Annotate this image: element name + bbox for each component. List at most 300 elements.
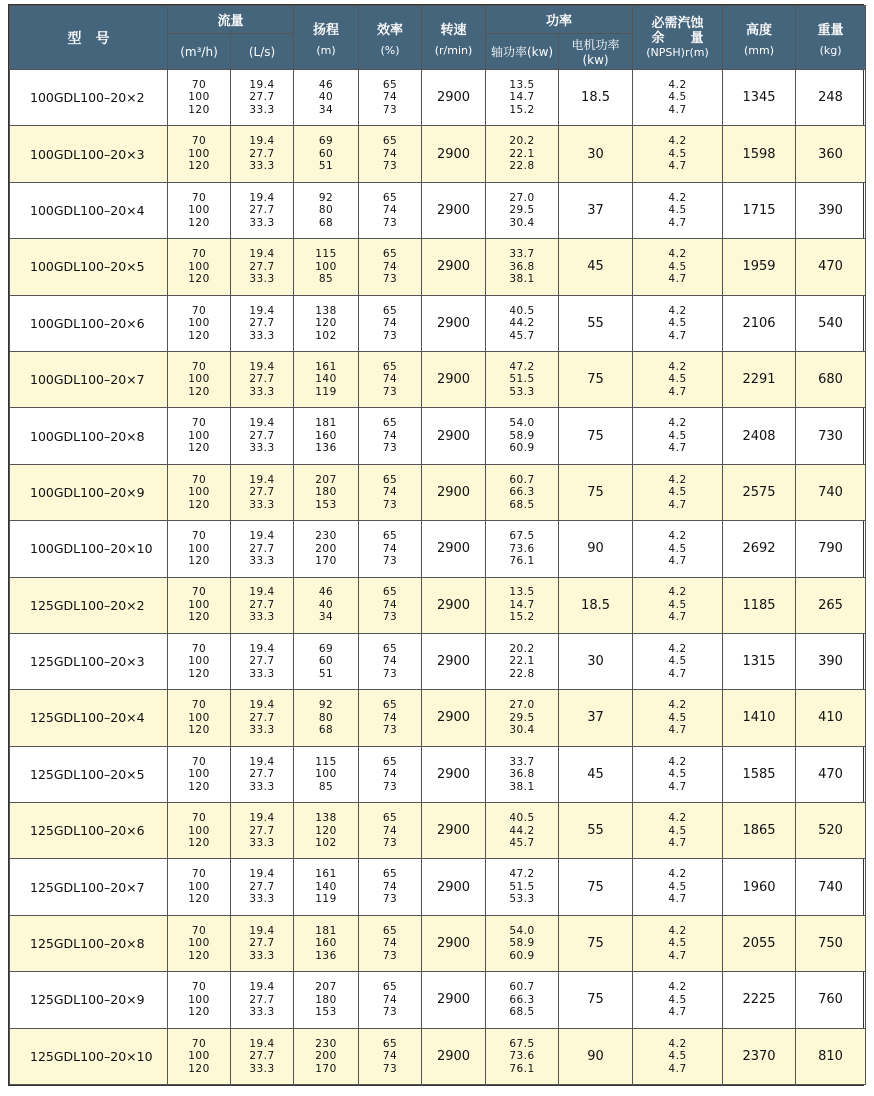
motor-power-cell: 30 xyxy=(559,126,633,182)
shaft-power-value: 36.8 xyxy=(509,260,535,273)
head-value: 69 xyxy=(318,135,334,148)
weight-cell: 740 xyxy=(796,464,866,520)
efficiency-cell xyxy=(359,577,422,633)
npsh-value: 4.2 xyxy=(668,135,687,148)
shaft-power-value: 58.9 xyxy=(509,429,535,442)
shaft-power-value: 38.1 xyxy=(509,273,535,286)
head-value: 80 xyxy=(318,711,334,724)
model-cell: 125GDL100–20×2 xyxy=(10,577,168,633)
flow-ls-value: 33.3 xyxy=(249,385,275,398)
head-value: 46 xyxy=(318,78,334,91)
motor-power-cell: 75 xyxy=(559,972,633,1028)
head-value: 68 xyxy=(318,216,334,229)
height-cell: 2370 xyxy=(723,1028,796,1084)
flow-ls-value: 19.4 xyxy=(249,586,275,599)
head-value: 92 xyxy=(318,191,334,204)
flow-m3h-value: 120 xyxy=(188,442,210,455)
height-cell: 2408 xyxy=(723,408,796,464)
flow-ls-value: 33.3 xyxy=(249,216,275,229)
npsh-value: 4.5 xyxy=(668,260,687,273)
head-value: 181 xyxy=(315,417,337,430)
table-row xyxy=(10,859,866,915)
efficiency-value: 73 xyxy=(382,103,398,116)
head-value: 120 xyxy=(315,824,337,837)
pump-spec-table xyxy=(9,5,866,1085)
motor-power-cell: 55 xyxy=(559,803,633,859)
flow-ls-cell xyxy=(231,1028,294,1084)
flow-m3h-value: 120 xyxy=(188,498,210,511)
efficiency-value: 74 xyxy=(382,1050,398,1063)
npsh-value: 4.5 xyxy=(668,204,687,217)
efficiency-cell xyxy=(359,408,422,464)
height-cell: 1865 xyxy=(723,803,796,859)
height-cell: 1959 xyxy=(723,239,796,295)
shaft-power-value: 60.9 xyxy=(509,442,535,455)
efficiency-value: 65 xyxy=(382,304,398,317)
flow-m3h-value: 100 xyxy=(188,598,210,611)
head-value: 102 xyxy=(315,329,337,342)
efficiency-value: 74 xyxy=(382,768,398,781)
head-value: 207 xyxy=(315,981,337,994)
flow-m3h-value: 120 xyxy=(188,893,210,906)
efficiency-value: 74 xyxy=(382,317,398,329)
flow-m3h-value: 70 xyxy=(191,868,207,881)
efficiency-value: 65 xyxy=(382,868,398,881)
shaft-power-cell xyxy=(486,126,559,182)
flow-m3h-value: 100 xyxy=(188,429,210,442)
flow-ls-value: 33.3 xyxy=(249,780,275,793)
head-cell xyxy=(294,126,359,182)
efficiency-cell xyxy=(359,182,422,238)
flow-ls-value: 33.3 xyxy=(249,498,275,511)
head-value: 34 xyxy=(318,611,334,624)
weight-cell: 810 xyxy=(796,1028,866,1084)
head-value: 40 xyxy=(318,598,334,611)
flow-m3h-value: 100 xyxy=(188,1050,210,1063)
shaft-power-cell xyxy=(486,70,559,126)
motor-power-cell: 75 xyxy=(559,408,633,464)
head-value: 69 xyxy=(318,642,334,655)
flow-ls-value: 19.4 xyxy=(249,642,275,655)
speed-cell: 2900 xyxy=(422,915,486,971)
flow-m3h-value: 100 xyxy=(188,147,210,160)
table-row xyxy=(10,70,866,126)
flow-ls-value: 27.7 xyxy=(249,598,275,611)
shaft-power-value: 30.4 xyxy=(509,724,535,737)
shaft-power-value: 58.9 xyxy=(509,937,535,950)
head-value: 80 xyxy=(318,204,334,217)
table-row xyxy=(10,521,866,577)
shaft-power-value: 51.5 xyxy=(509,373,535,386)
efficiency-value: 73 xyxy=(382,1006,398,1019)
npsh-cell xyxy=(633,577,723,633)
header-shaft-power: 轴功率(kw) xyxy=(486,34,559,70)
height-cell: 1185 xyxy=(723,577,796,633)
npsh-cell xyxy=(633,464,723,520)
table-row xyxy=(10,182,866,238)
npsh-value: 4.2 xyxy=(668,642,687,655)
npsh-cell xyxy=(633,972,723,1028)
flow-m3h-cell xyxy=(168,577,231,633)
flow-m3h-value: 70 xyxy=(191,642,207,655)
npsh-value: 4.2 xyxy=(668,586,687,599)
head-value: 34 xyxy=(318,103,334,116)
weight-cell: 248 xyxy=(796,70,866,126)
head-cell xyxy=(294,915,359,971)
flow-ls-value: 27.7 xyxy=(249,880,275,893)
shaft-power-value: 38.1 xyxy=(509,780,535,793)
flow-ls-cell xyxy=(231,408,294,464)
flow-ls-value: 27.7 xyxy=(249,711,275,724)
shaft-power-value: 51.5 xyxy=(509,880,535,893)
header-weight-unit: (kg) xyxy=(819,43,842,57)
head-value: 230 xyxy=(315,530,337,543)
flow-m3h-value: 100 xyxy=(188,937,210,950)
head-cell xyxy=(294,1028,359,1084)
npsh-value: 4.7 xyxy=(668,103,687,116)
speed-cell: 2900 xyxy=(422,633,486,689)
motor-power-cell: 90 xyxy=(559,521,633,577)
npsh-value: 4.5 xyxy=(668,993,687,1006)
efficiency-value: 73 xyxy=(382,442,398,455)
weight-cell: 740 xyxy=(796,859,866,915)
weight-cell: 750 xyxy=(796,915,866,971)
flow-ls-value: 27.7 xyxy=(249,824,275,837)
flow-ls-value: 33.3 xyxy=(249,555,275,568)
shaft-power-value: 67.5 xyxy=(509,1037,535,1050)
head-value: 85 xyxy=(318,273,334,286)
efficiency-cell xyxy=(359,859,422,915)
table-row xyxy=(10,126,866,182)
table-row xyxy=(10,690,866,746)
header-speed-label: 转速 xyxy=(440,22,467,38)
header-efficiency xyxy=(359,6,422,70)
flow-m3h-value: 120 xyxy=(188,216,210,229)
table-header xyxy=(10,6,866,70)
efficiency-value: 74 xyxy=(382,937,398,950)
flow-m3h-cell xyxy=(168,1028,231,1084)
flow-m3h-cell xyxy=(168,690,231,746)
efficiency-value: 65 xyxy=(382,812,398,825)
head-value: 161 xyxy=(315,868,337,881)
flow-m3h-value: 70 xyxy=(191,191,207,204)
header-flow-m3h: (m³/h) xyxy=(168,34,231,70)
weight-cell: 390 xyxy=(796,182,866,238)
flow-ls-value: 33.3 xyxy=(249,949,275,962)
header-flow: 流量 xyxy=(168,6,294,34)
flow-m3h-value: 100 xyxy=(188,655,210,668)
shaft-power-cell xyxy=(486,464,559,520)
flow-m3h-value: 100 xyxy=(188,260,210,273)
motor-power-cell: 90 xyxy=(559,1028,633,1084)
flow-ls-cell xyxy=(231,633,294,689)
flow-ls-value: 27.7 xyxy=(249,993,275,1006)
head-cell xyxy=(294,521,359,577)
head-value: 138 xyxy=(315,812,337,825)
efficiency-value: 73 xyxy=(382,837,398,850)
shaft-power-value: 68.5 xyxy=(509,1006,535,1019)
header-model: 型 号 xyxy=(10,6,168,70)
shaft-power-value: 20.2 xyxy=(509,642,535,655)
shaft-power-cell xyxy=(486,408,559,464)
shaft-power-value: 68.5 xyxy=(509,498,535,511)
flow-m3h-value: 100 xyxy=(188,486,210,499)
efficiency-value: 74 xyxy=(382,824,398,837)
npsh-value: 4.7 xyxy=(668,273,687,286)
flow-m3h-cell xyxy=(168,972,231,1028)
head-cell xyxy=(294,182,359,238)
head-cell xyxy=(294,972,359,1028)
shaft-power-value: 76.1 xyxy=(509,1062,535,1075)
head-value: 161 xyxy=(315,360,337,373)
head-value: 200 xyxy=(315,1050,337,1063)
head-value: 136 xyxy=(315,949,337,962)
shaft-power-value: 73.6 xyxy=(509,1050,535,1063)
height-cell: 2225 xyxy=(723,972,796,1028)
head-value: 140 xyxy=(315,880,337,893)
shaft-power-value: 29.5 xyxy=(509,711,535,724)
npsh-value: 4.2 xyxy=(668,248,687,261)
shaft-power-cell xyxy=(486,182,559,238)
efficiency-cell xyxy=(359,972,422,1028)
shaft-power-value: 29.5 xyxy=(509,204,535,217)
height-cell: 2575 xyxy=(723,464,796,520)
flow-m3h-value: 70 xyxy=(191,360,207,373)
head-cell xyxy=(294,295,359,351)
speed-cell: 2900 xyxy=(422,577,486,633)
flow-ls-value: 19.4 xyxy=(249,248,275,261)
flow-ls-value: 19.4 xyxy=(249,699,275,712)
efficiency-value: 74 xyxy=(382,147,398,160)
flow-ls-cell xyxy=(231,351,294,407)
flow-ls-value: 27.7 xyxy=(249,542,275,555)
shaft-power-cell xyxy=(486,351,559,407)
npsh-value: 4.2 xyxy=(668,191,687,204)
flow-m3h-value: 100 xyxy=(188,993,210,1006)
efficiency-cell xyxy=(359,351,422,407)
npsh-value: 4.7 xyxy=(668,160,687,173)
flow-m3h-value: 100 xyxy=(188,880,210,893)
flow-ls-cell xyxy=(231,803,294,859)
head-value: 92 xyxy=(318,699,334,712)
head-value: 207 xyxy=(315,473,337,486)
model-cell: 100GDL100–20×10 xyxy=(10,521,168,577)
flow-m3h-value: 70 xyxy=(191,1037,207,1050)
head-value: 170 xyxy=(315,1062,337,1075)
flow-ls-cell xyxy=(231,182,294,238)
shaft-power-value: 60.7 xyxy=(509,981,535,994)
flow-m3h-value: 120 xyxy=(188,724,210,737)
flow-ls-value: 33.3 xyxy=(249,160,275,173)
npsh-cell xyxy=(633,408,723,464)
efficiency-value: 65 xyxy=(382,1037,398,1050)
flow-ls-value: 19.4 xyxy=(249,417,275,430)
efficiency-value: 65 xyxy=(382,360,398,373)
motor-power-cell: 45 xyxy=(559,239,633,295)
shaft-power-value: 44.2 xyxy=(509,824,535,837)
npsh-value: 4.5 xyxy=(668,1050,687,1063)
header-height xyxy=(723,6,796,70)
weight-cell: 360 xyxy=(796,126,866,182)
head-value: 160 xyxy=(315,429,337,442)
flow-ls-value: 19.4 xyxy=(249,530,275,543)
efficiency-value: 73 xyxy=(382,555,398,568)
flow-ls-cell xyxy=(231,972,294,1028)
height-cell: 1345 xyxy=(723,70,796,126)
header-efficiency-label: 效率 xyxy=(377,22,404,38)
flow-ls-value: 27.7 xyxy=(249,768,275,781)
flow-m3h-value: 100 xyxy=(188,711,210,724)
flow-ls-value: 33.3 xyxy=(249,1006,275,1019)
npsh-cell xyxy=(633,351,723,407)
efficiency-value: 74 xyxy=(382,486,398,499)
efficiency-value: 74 xyxy=(382,598,398,611)
npsh-value: 4.7 xyxy=(668,555,687,568)
npsh-value: 4.2 xyxy=(668,530,687,543)
flow-ls-value: 19.4 xyxy=(249,755,275,768)
table-row xyxy=(10,577,866,633)
head-value: 51 xyxy=(318,160,334,173)
head-cell xyxy=(294,239,359,295)
speed-cell: 2900 xyxy=(422,351,486,407)
speed-cell: 2900 xyxy=(422,70,486,126)
motor-power-cell: 18.5 xyxy=(559,70,633,126)
shaft-power-cell xyxy=(486,577,559,633)
flow-ls-value: 33.3 xyxy=(249,103,275,116)
shaft-power-cell xyxy=(486,521,559,577)
header-flow-ls: (L/s) xyxy=(231,34,294,70)
npsh-value: 4.7 xyxy=(668,893,687,906)
efficiency-value: 74 xyxy=(382,542,398,555)
flow-ls-value: 19.4 xyxy=(249,135,275,148)
npsh-value: 4.2 xyxy=(668,304,687,317)
model-cell: 125GDL100–20×10 xyxy=(10,1028,168,1084)
height-cell: 2291 xyxy=(723,351,796,407)
npsh-value: 4.2 xyxy=(668,360,687,373)
efficiency-value: 65 xyxy=(382,642,398,655)
shaft-power-value: 27.0 xyxy=(509,699,535,712)
npsh-value: 4.2 xyxy=(668,699,687,712)
efficiency-value: 73 xyxy=(382,498,398,511)
flow-ls-value: 19.4 xyxy=(249,812,275,825)
npsh-value: 4.5 xyxy=(668,824,687,837)
shaft-power-cell xyxy=(486,803,559,859)
head-value: 153 xyxy=(315,1006,337,1019)
efficiency-value: 74 xyxy=(382,373,398,386)
efficiency-value: 73 xyxy=(382,1062,398,1075)
flow-m3h-value: 120 xyxy=(188,160,210,173)
npsh-value: 4.7 xyxy=(668,949,687,962)
flow-m3h-value: 100 xyxy=(188,91,210,104)
flow-ls-value: 27.7 xyxy=(249,1050,275,1063)
flow-m3h-value: 70 xyxy=(191,812,207,825)
shaft-power-value: 27.0 xyxy=(509,191,535,204)
shaft-power-value: 47.2 xyxy=(509,360,535,373)
flow-ls-value: 27.7 xyxy=(249,147,275,160)
speed-cell: 2900 xyxy=(422,239,486,295)
flow-m3h-value: 100 xyxy=(188,768,210,781)
shaft-power-value: 66.3 xyxy=(509,993,535,1006)
flow-m3h-value: 70 xyxy=(191,417,207,430)
efficiency-value: 65 xyxy=(382,248,398,261)
efficiency-value: 65 xyxy=(382,191,398,204)
efficiency-value: 74 xyxy=(382,204,398,217)
table-row xyxy=(10,915,866,971)
shaft-power-value: 60.7 xyxy=(509,473,535,486)
flow-m3h-value: 120 xyxy=(188,555,210,568)
flow-ls-cell xyxy=(231,464,294,520)
efficiency-cell xyxy=(359,746,422,802)
motor-power-cell: 75 xyxy=(559,859,633,915)
table-row xyxy=(10,633,866,689)
head-value: 51 xyxy=(318,667,334,680)
shaft-power-value: 14.7 xyxy=(509,91,535,104)
npsh-value: 4.7 xyxy=(668,216,687,229)
table-row xyxy=(10,408,866,464)
model-cell: 125GDL100–20×4 xyxy=(10,690,168,746)
flow-m3h-value: 70 xyxy=(191,78,207,91)
flow-ls-value: 19.4 xyxy=(249,473,275,486)
flow-m3h-value: 120 xyxy=(188,780,210,793)
motor-power-cell: 75 xyxy=(559,464,633,520)
table-row xyxy=(10,239,866,295)
height-cell: 2692 xyxy=(723,521,796,577)
model-cell: 125GDL100–20×7 xyxy=(10,859,168,915)
shaft-power-value: 40.5 xyxy=(509,812,535,825)
flow-ls-value: 33.3 xyxy=(249,667,275,680)
flow-ls-value: 19.4 xyxy=(249,924,275,937)
efficiency-value: 65 xyxy=(382,530,398,543)
npsh-value: 4.2 xyxy=(668,812,687,825)
efficiency-value: 73 xyxy=(382,949,398,962)
header-efficiency-unit: (%) xyxy=(380,43,400,57)
table-row xyxy=(10,464,866,520)
table-row xyxy=(10,972,866,1028)
npsh-cell xyxy=(633,803,723,859)
motor-power-cell: 18.5 xyxy=(559,577,633,633)
npsh-value: 4.7 xyxy=(668,724,687,737)
efficiency-value: 74 xyxy=(382,993,398,1006)
flow-m3h-value: 100 xyxy=(188,542,210,555)
model-cell: 100GDL100–20×7 xyxy=(10,351,168,407)
npsh-cell xyxy=(633,633,723,689)
head-cell xyxy=(294,746,359,802)
npsh-cell xyxy=(633,746,723,802)
head-value: 46 xyxy=(318,586,334,599)
npsh-value: 4.5 xyxy=(668,542,687,555)
shaft-power-value: 45.7 xyxy=(509,837,535,850)
npsh-value: 4.5 xyxy=(668,711,687,724)
head-value: 160 xyxy=(315,937,337,950)
shaft-power-value: 53.3 xyxy=(509,893,535,906)
shaft-power-cell xyxy=(486,239,559,295)
efficiency-value: 73 xyxy=(382,611,398,624)
efficiency-cell xyxy=(359,464,422,520)
flow-ls-cell xyxy=(231,690,294,746)
flow-ls-value: 27.7 xyxy=(249,317,275,329)
flow-m3h-cell xyxy=(168,746,231,802)
motor-power-cell: 75 xyxy=(559,915,633,971)
flow-ls-value: 33.3 xyxy=(249,329,275,342)
flow-ls-value: 19.4 xyxy=(249,360,275,373)
header-npsh-line1: 必需汽蚀 xyxy=(651,16,704,31)
motor-power-cell: 37 xyxy=(559,182,633,238)
model-cell: 125GDL100–20×9 xyxy=(10,972,168,1028)
flow-m3h-value: 120 xyxy=(188,667,210,680)
shaft-power-cell xyxy=(486,859,559,915)
shaft-power-value: 13.5 xyxy=(509,586,535,599)
flow-m3h-cell xyxy=(168,633,231,689)
